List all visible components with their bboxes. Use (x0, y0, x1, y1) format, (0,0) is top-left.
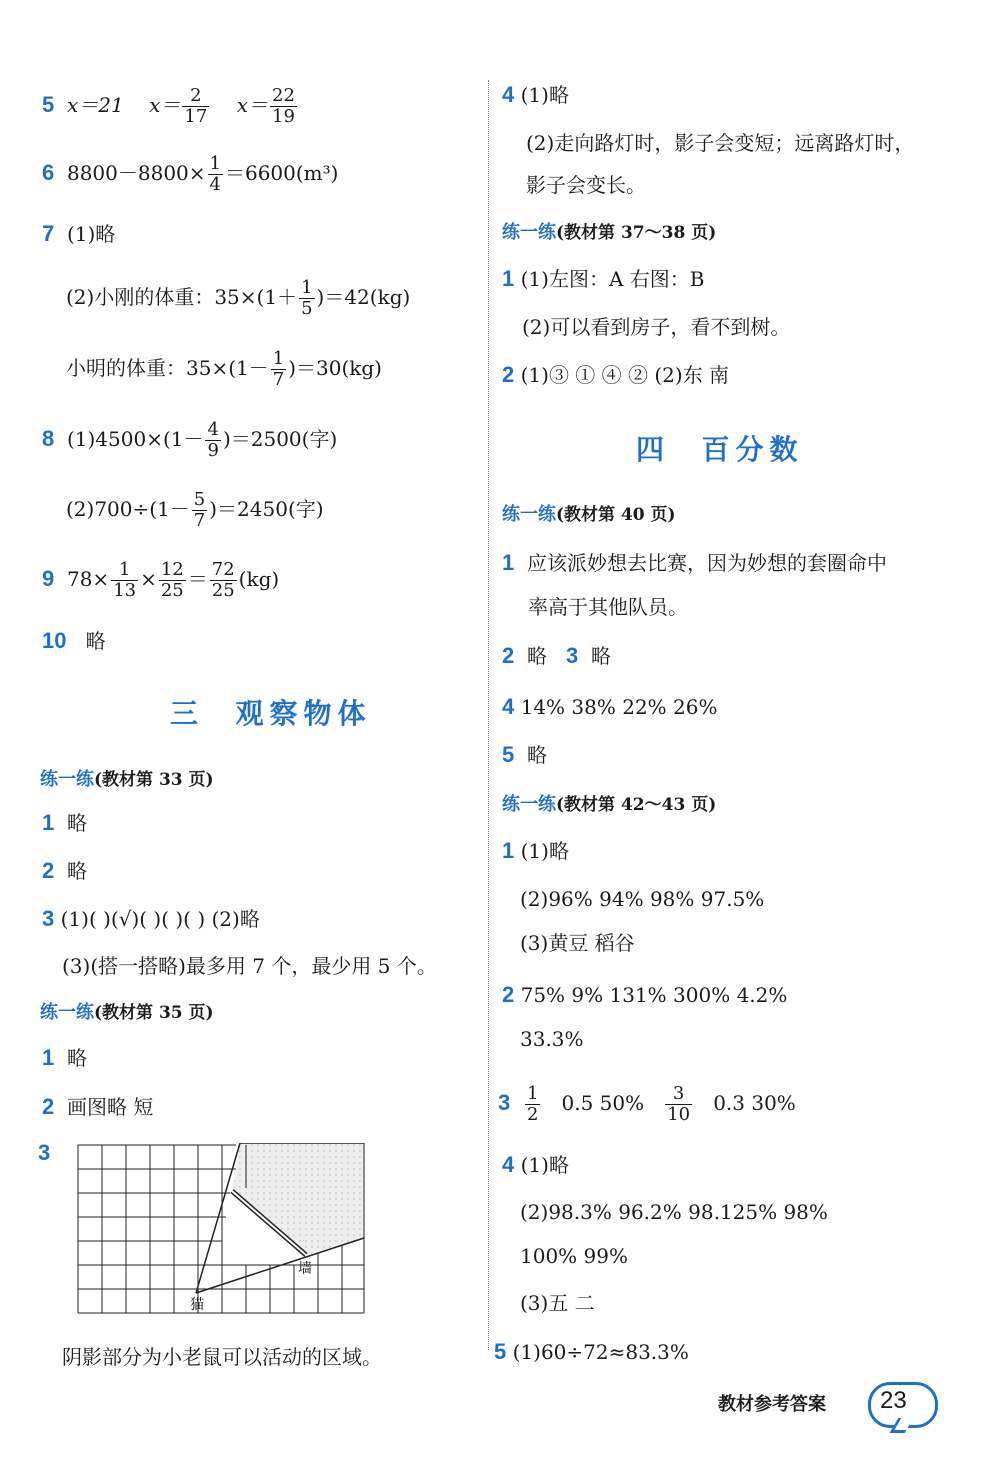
answer-text: ＝6600(m³) (224, 161, 339, 185)
exercise-header-40 (502, 500, 676, 526)
fraction: $\frac{22}{19}$ (272, 85, 295, 127)
wall-label: 墙 (298, 1261, 312, 1277)
exercise-37-answer-1-line1 (502, 264, 704, 294)
answer-text: 略 (526, 644, 547, 668)
question-number: 6 (42, 160, 55, 185)
answer-r4-line2: (2)走向路灯时，影子会变短；远离路灯时， (526, 131, 915, 155)
question-number: 1 (42, 810, 55, 835)
question-number: 1 (42, 1045, 55, 1070)
answer-text: 略 (85, 629, 106, 653)
fraction: $\frac{1}{7}$ (272, 348, 285, 390)
exercise-42-answer-5 (494, 1337, 689, 1367)
exercise-42-answer-3 (498, 1084, 796, 1125)
answer-text: )＝2500(字) (222, 427, 338, 451)
answer-text: (2)700÷(1－ (66, 497, 190, 521)
fraction: $\frac{4}{9}$ (207, 419, 219, 461)
exercise-header-35 (40, 998, 214, 1024)
answer-text: 78× (66, 567, 110, 591)
exercise-42-answer-4-line3: 100% 99% (520, 1244, 628, 1268)
answer-text: (1)左图：A 右图：B (520, 267, 705, 291)
exercise-label: 练一练 (40, 769, 94, 789)
exercise-42-answer-2-line2: 33.3% (520, 1027, 584, 1051)
question-number: 2 (502, 643, 515, 668)
fraction: $\frac{12}{25}$ (160, 559, 184, 601)
fraction: $\frac{1}{13}$ (113, 559, 137, 601)
figure-caption: 阴影部分为小老鼠可以活动的区域。 (62, 1345, 382, 1369)
answer-text: (1)③ ① ④ ② (2)东 南 (520, 363, 730, 387)
answer-text: ＝ (187, 567, 208, 591)
sight-line (196, 1143, 240, 1293)
exercise-ref: (教材第 40 页) (556, 505, 676, 525)
answer-text: (1)略 (520, 839, 569, 863)
question-number: 1 (502, 550, 515, 575)
answer-r4-line3: 影子会变长。 (526, 173, 646, 197)
answer-10 (42, 626, 106, 656)
exercise-header-33 (40, 765, 214, 791)
exercise-label: 练一练 (502, 222, 556, 242)
answer-text: 画图略 短 (66, 1095, 154, 1119)
exercise-header-37 (502, 218, 716, 244)
exercise-33-answer-2 (42, 856, 87, 886)
exercise-37-answer-1-line2: (2)可以看到房子，看不到树。 (522, 315, 791, 339)
section-number: 四 (636, 433, 671, 466)
answer-text: 0.5 50% (561, 1091, 645, 1115)
question-number: 8 (42, 426, 55, 451)
answer-text: )＝30(kg) (288, 356, 382, 380)
question-number: 10 (42, 628, 67, 653)
fraction: $\frac{2}{17}$ (184, 85, 208, 127)
exercise-42-answer-4-line4: (3)五 二 (520, 1291, 595, 1315)
exercise-ref: (教材第 33 页) (94, 770, 214, 790)
question-number: 4 (502, 694, 515, 719)
question-number: 5 (42, 92, 55, 117)
fraction: $\frac{1}{4}$ (209, 153, 221, 195)
exercise-37-answer-2 (502, 360, 729, 390)
exercise-42-answer-1-line1 (502, 836, 569, 866)
question-number: 1 (502, 266, 515, 291)
question-number: 4 (502, 1152, 515, 1177)
page-number: 23 (880, 1387, 907, 1414)
answer-text: 小明的体重：35×(1－ (66, 356, 269, 380)
exercise-40-answer-4 (502, 692, 718, 722)
exercise-ref: (教材第 35 页) (94, 1003, 214, 1023)
answer-text: × (140, 567, 157, 591)
answer-text: x＝21 (66, 93, 124, 117)
cat-label: 猫 (190, 1297, 204, 1313)
exercise-35-answer-2 (42, 1092, 153, 1122)
exercise-35-answer-1 (42, 1043, 87, 1073)
answer-text: 略 (591, 644, 612, 668)
answer-text: 应该派妙想去比赛，因为妙想的套圈命中 (526, 551, 887, 575)
shadow-region-grid-figure (76, 1143, 366, 1323)
answer-8-line2 (66, 490, 324, 531)
answer-text: (1)略 (66, 222, 116, 246)
answer-text: 略 (66, 1046, 87, 1070)
exercise-label: 练一练 (40, 1002, 94, 1022)
answer-text: 8800－8800× (66, 161, 206, 185)
answer-text: (1)60÷72≈83.3% (512, 1340, 689, 1364)
exercise-header-42 (502, 790, 716, 816)
question-number: 3 (566, 643, 579, 668)
exercise-42-answer-4-line1 (502, 1150, 569, 1180)
fraction: $\frac{3}{10}$ (667, 1083, 691, 1125)
exercise-40-answer-1-line2: 率高于其他队员。 (528, 595, 688, 619)
fraction: $\frac{72}{25}$ (211, 559, 235, 601)
question-number: 2 (502, 982, 515, 1007)
exercise-label: 练一练 (502, 794, 556, 814)
exercise-35-answer-3-number (38, 1138, 50, 1168)
fraction: $\frac{5}{7}$ (193, 489, 206, 531)
question-number: 5 (494, 1339, 507, 1364)
answer-6 (42, 154, 338, 195)
answer-text: (2)小刚的体重：35×(1＋ (66, 285, 298, 309)
section-name: 百分数 (701, 433, 804, 466)
exercise-42-answer-4-line2: (2)98.3% 96.2% 98.125% 98% (520, 1200, 828, 1224)
column-divider (488, 80, 490, 1350)
answer-r4-line1 (502, 80, 569, 110)
answer-text: (1)( )(√)( )( )( ) (2)略 (60, 907, 260, 931)
fraction: $\frac{1}{2}$ (526, 1083, 539, 1125)
footer-label: 教材参考答案 (718, 1394, 826, 1415)
question-number: 2 (502, 362, 515, 387)
exercise-label: 练一练 (502, 504, 556, 524)
answer-7-line1 (42, 219, 115, 249)
exercise-33-answer-3-line1 (42, 904, 260, 934)
question-number: 2 (42, 858, 55, 883)
exercise-ref: (教材第 42～43 页) (556, 795, 717, 815)
answer-5 (42, 86, 299, 127)
answer-text: 略 (66, 859, 87, 883)
fraction: $\frac{1}{5}$ (301, 277, 313, 319)
answer-text: 14% 38% 22% 26% (520, 695, 718, 719)
answer-text: )＝2450(字) (209, 497, 324, 521)
answer-text: x＝ (149, 93, 181, 117)
answer-7-line2 (66, 278, 410, 319)
question-number: 3 (38, 1140, 51, 1165)
exercise-33-answer-3-line2: (3)(搭一搭略)最多用 7 个，最少用 5 个。 (62, 954, 437, 978)
exercise-42-answer-2-line1 (502, 980, 787, 1010)
answer-text: 0.3 30% (713, 1091, 796, 1115)
answer-7-line3 (66, 349, 382, 390)
question-number: 1 (502, 838, 515, 863)
section-number: 三 (170, 697, 205, 730)
shaded-region (232, 1143, 364, 1255)
exercise-33-answer-1 (42, 808, 87, 838)
answer-text: (1)略 (520, 1153, 569, 1177)
answer-text: 略 (66, 811, 87, 835)
exercise-40-answer-5 (502, 740, 547, 770)
answer-text: (1)4500×(1－ (66, 427, 204, 451)
answer-text: (kg) (238, 567, 280, 591)
question-number: 4 (502, 82, 515, 107)
question-number: 9 (42, 566, 55, 591)
exercise-42-answer-1-line3: (3)黄豆 稻谷 (520, 931, 635, 955)
answer-8-line1 (42, 420, 337, 461)
answer-text: x＝ (236, 93, 269, 117)
question-number: 2 (42, 1094, 55, 1119)
section-name: 观察物体 (235, 697, 372, 730)
question-number: 5 (502, 742, 515, 767)
section-title-4 (636, 428, 804, 468)
exercise-40-answer-1-line1 (502, 548, 887, 578)
exercise-40-answer-2-3 (502, 641, 611, 671)
exercise-ref: (教材第 37～38 页) (556, 223, 717, 243)
question-number: 3 (498, 1090, 511, 1115)
answer-text: 略 (526, 743, 547, 767)
answer-9 (42, 560, 279, 601)
exercise-42-answer-1-line2: (2)96% 94% 98% 97.5% (520, 887, 765, 911)
question-number: 3 (42, 906, 55, 931)
section-title-3 (170, 692, 372, 732)
answer-text: (1)略 (520, 83, 569, 107)
question-number: 7 (42, 221, 55, 246)
answer-text: )＝42(kg) (316, 285, 411, 309)
answer-text: 75% 9% 131% 300% 4.2% (520, 983, 788, 1007)
